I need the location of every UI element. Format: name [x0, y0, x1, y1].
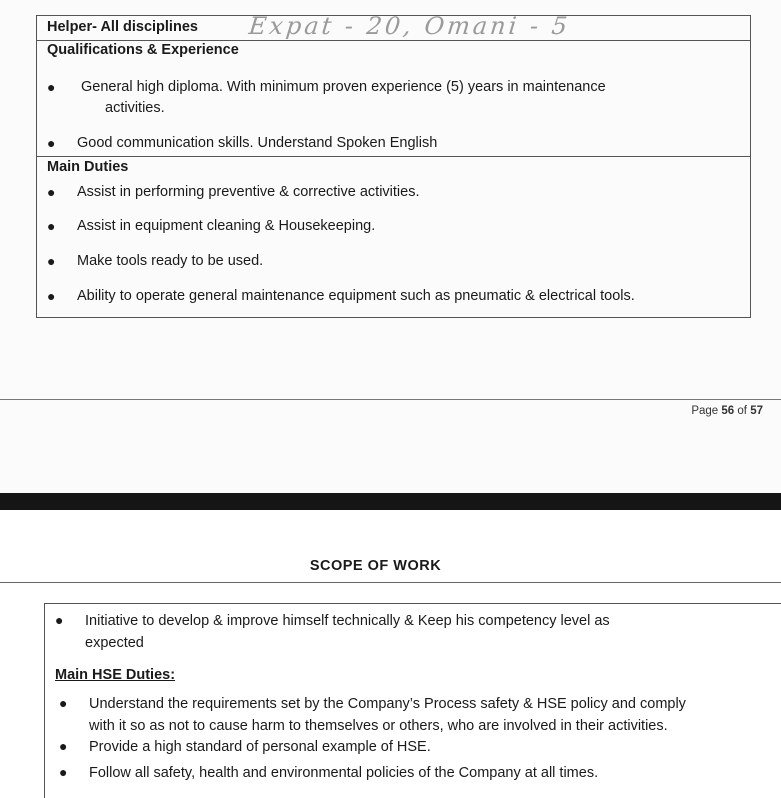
- page-separator: [0, 493, 781, 510]
- hse-duties-title: Main HSE Duties:: [55, 667, 176, 683]
- hse-duty-item: Provide a high standard of personal example of HSE.: [89, 739, 431, 755]
- handwritten-note: Expat - 20, Omani - 5: [247, 12, 572, 40]
- initiative-item-continued: expected: [85, 635, 144, 651]
- qualification-item: Good communication skills. Understand Spoken English: [77, 135, 438, 151]
- hse-duty-item: Follow all safety, health and environmental policies of the Company at all times.: [89, 765, 599, 781]
- total-pages: 57: [750, 405, 763, 417]
- hse-duty-item: Understand the requirements set by the Company’s Process safety & HSE policy and comply: [89, 696, 686, 712]
- heading-rule: [0, 582, 781, 583]
- initiative-item: Initiative to develop & improve himself technically & Keep his competency level as: [85, 613, 610, 629]
- bullet-icon: ●: [47, 288, 56, 304]
- bullet-icon: ●: [47, 79, 56, 95]
- bullet-icon: ●: [47, 135, 56, 151]
- role-header-row: [37, 12, 750, 41]
- current-page: 56: [721, 405, 735, 417]
- bullet-icon: ●: [59, 695, 68, 711]
- page-of-label: of: [737, 405, 747, 417]
- role-title: Helper- All disciplines: [47, 19, 198, 35]
- page-label: Page: [691, 405, 719, 417]
- qualification-item: General high diploma. With minimum proven experience (5) years in maintenance: [81, 79, 606, 95]
- bullet-icon: ●: [59, 738, 68, 754]
- qualification-item-continued: activities.: [105, 100, 165, 116]
- bullet-icon: ●: [59, 764, 68, 780]
- bullet-icon: ●: [47, 218, 56, 234]
- duty-item: Assist in performing preventive & corrective activities.: [77, 184, 420, 200]
- duty-item: Ability to operate general maintenance equipment such as pneumatic & electrical tools.: [77, 288, 635, 304]
- scope-of-work-heading: SCOPE OF WORK: [309, 558, 442, 574]
- duty-item: Make tools ready to be used.: [77, 253, 264, 269]
- qualifications-title: Qualifications & Experience: [47, 42, 239, 58]
- page-number: [691, 405, 763, 417]
- duty-item: Assist in equipment cleaning & Housekeeping.: [77, 218, 376, 234]
- helper-role-table: [36, 12, 751, 318]
- bullet-icon: ●: [55, 612, 64, 628]
- bullet-icon: ●: [47, 184, 56, 200]
- footer-rule: [0, 399, 781, 400]
- hse-duty-item-continued: with it so as not to cause harm to themselves or others, who are involved in their activities.: [89, 718, 668, 734]
- main-duties-title: Main Duties: [47, 159, 129, 175]
- bullet-icon: ●: [47, 253, 56, 269]
- section-divider: [37, 156, 750, 157]
- scope-of-work-box: [44, 603, 781, 798]
